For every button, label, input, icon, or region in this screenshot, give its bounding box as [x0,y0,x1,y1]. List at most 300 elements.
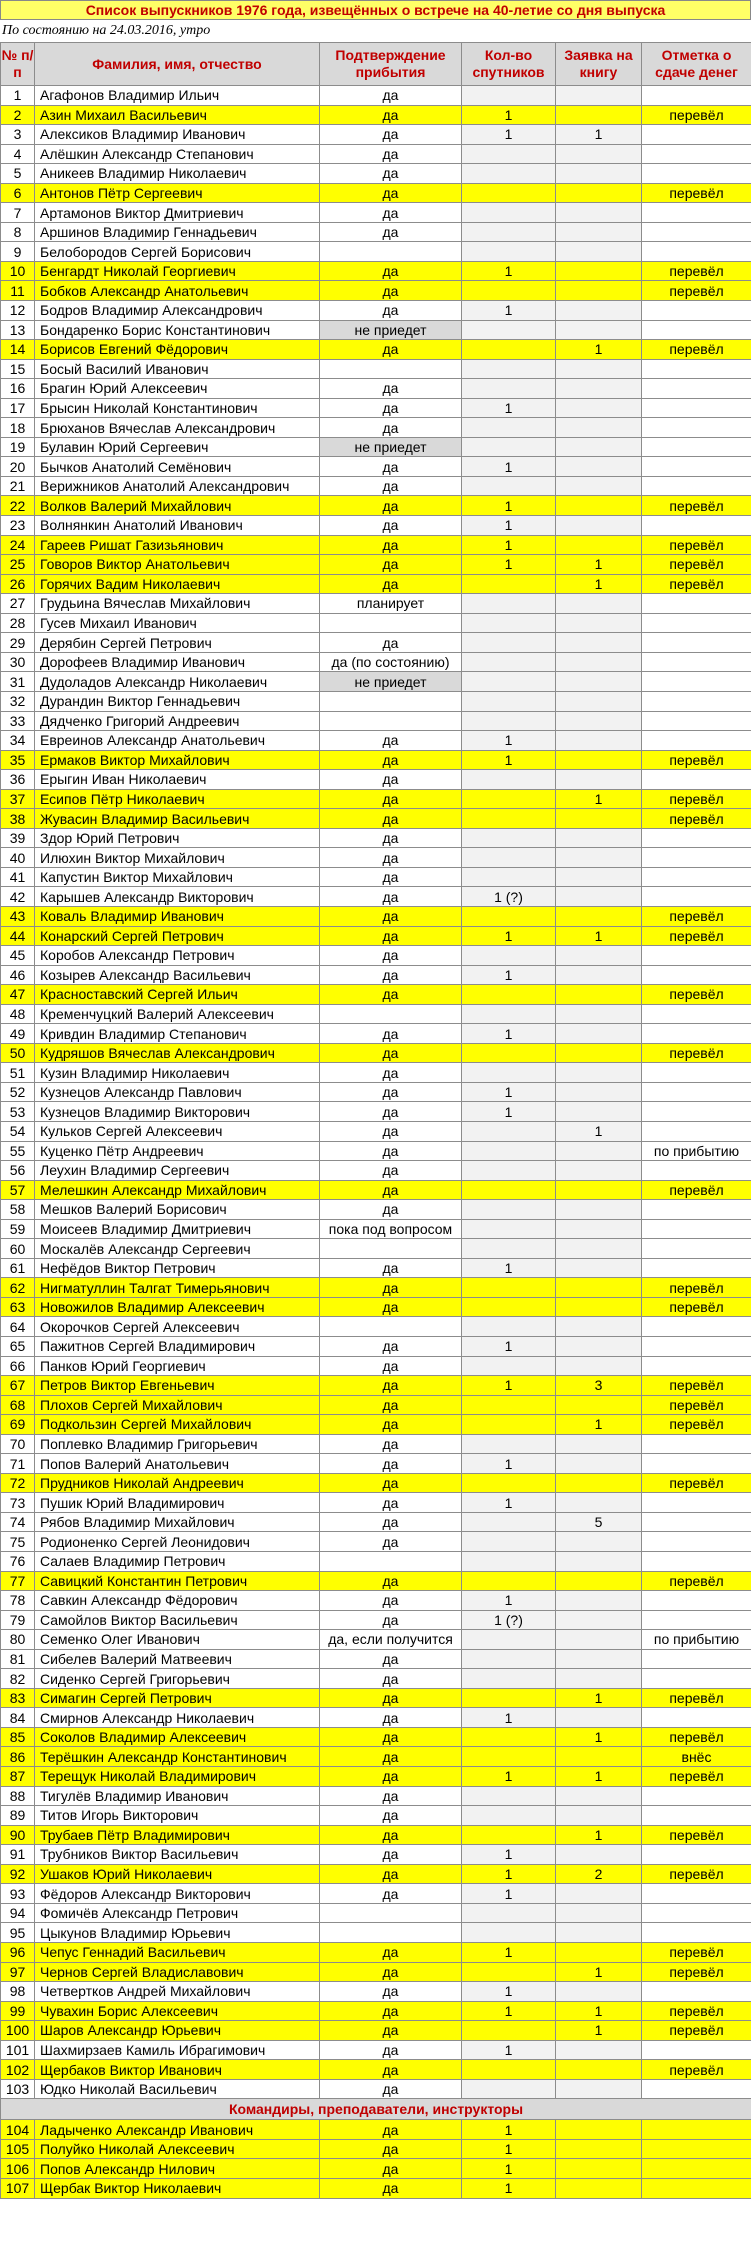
row-companions [462,828,556,848]
row-companions [462,281,556,301]
row-confirmation: да [320,1141,462,1161]
row-number: 5 [1,164,35,184]
row-book-request [556,652,642,672]
table-row [1,1337,751,1357]
row-confirmation: не приедет [320,320,462,340]
row-money-mark [642,203,751,223]
row-number: 19 [1,437,35,457]
row-money-mark [642,418,751,438]
table-row [1,1591,751,1611]
table-row [1,2139,751,2159]
row-money-mark [642,1493,751,1513]
col-header-money: Отметка о сдаче денег [642,43,751,86]
row-book-request [556,887,642,907]
row-confirmation: да [320,105,462,125]
table-row [1,1552,751,1572]
row-name: Агафонов Владимир Ильич [35,86,320,106]
row-book-request [556,1200,642,1220]
row-money-mark [642,2079,751,2099]
row-money-mark [642,1024,751,1044]
row-confirmation [320,359,462,379]
table-row [1,2040,751,2060]
row-companions [462,789,556,809]
row-book-request [556,242,642,262]
row-name: Белобородов Сергей Борисович [35,242,320,262]
row-money-mark [642,164,751,184]
row-companions [462,2021,556,2041]
row-name: Артамонов Виктор Дмитриевич [35,203,320,223]
row-book-request [556,691,642,711]
row-book-request: 1 [556,1415,642,1435]
row-money-mark [642,1591,751,1611]
row-number: 70 [1,1434,35,1454]
row-confirmation: да [320,86,462,106]
table-row [1,672,751,692]
row-book-request [556,1004,642,1024]
row-money-mark: перевёл [642,183,751,203]
row-companions [462,379,556,399]
table-row [1,613,751,633]
row-number: 25 [1,555,35,575]
table-row [1,1180,751,1200]
row-name: Карышев Александр Викторович [35,887,320,907]
row-name: Терёшкин Александр Константинович [35,1747,320,1767]
row-confirmation: да [320,1708,462,1728]
section-title: Командиры, преподаватели, инструкторы [1,2099,751,2120]
row-confirmation: да [320,1024,462,1044]
row-number: 20 [1,457,35,477]
row-number: 46 [1,965,35,985]
row-name: Кременчуцкий Валерий Алексеевич [35,1004,320,1024]
row-confirmation: да [320,2001,462,2021]
row-book-request [556,398,642,418]
row-name: Москалёв Александр Сергеевич [35,1239,320,1259]
row-money-mark: перевёл [642,1962,751,1982]
row-book-request: 1 [556,1962,642,1982]
row-confirmation: да [320,1727,462,1747]
row-number: 99 [1,2001,35,2021]
row-name: Аникеев Владимир Николаевич [35,164,320,184]
row-companions [462,672,556,692]
row-confirmation: да [320,1161,462,1181]
row-name: Савицкий Константин Петрович [35,1571,320,1591]
row-name: Самойлов Виктор Васильевич [35,1610,320,1630]
row-money-mark: перевёл [642,1727,751,1747]
row-name: Кузин Владимир Николаевич [35,1063,320,1083]
row-number: 56 [1,1161,35,1181]
row-name: Кузнецов Александр Павлович [35,1082,320,1102]
row-number: 43 [1,906,35,926]
row-book-request [556,1571,642,1591]
row-number: 41 [1,867,35,887]
row-companions [462,906,556,926]
row-companions: 1 [462,2139,556,2159]
row-companions [462,1200,556,1220]
row-confirmation: да [320,301,462,321]
row-companions [462,1923,556,1943]
table-row [1,1962,751,1982]
row-money-mark [642,2139,751,2159]
row-number: 96 [1,1942,35,1962]
row-name: Ушаков Юрий Николаевич [35,1864,320,1884]
row-confirmation: да [320,1258,462,1278]
row-money-mark [642,379,751,399]
row-money-mark [642,320,751,340]
row-companions [462,144,556,164]
row-companions: 1 [462,261,556,281]
row-confirmation: да [320,1356,462,1376]
row-companions [462,1180,556,1200]
row-money-mark: перевёл [642,1825,751,1845]
row-book-request [556,2120,642,2140]
table-row [1,203,751,223]
table-row [1,1141,751,1161]
row-number: 68 [1,1395,35,1415]
row-money-mark: перевёл [642,281,751,301]
table-row [1,535,751,555]
row-companions [462,574,556,594]
row-book-request: 2 [556,1864,642,1884]
row-companions [462,848,556,868]
row-money-mark: перевёл [642,1942,751,1962]
row-money-mark [642,1082,751,1102]
row-companions: 1 [462,1102,556,1122]
row-book-request [556,672,642,692]
table-row [1,887,751,907]
row-book-request [556,86,642,106]
table-row [1,496,751,516]
row-companions: 1 [462,1082,556,1102]
row-name: Ерыгин Иван Николаевич [35,770,320,790]
row-name: Мешков Валерий Борисович [35,1200,320,1220]
row-companions: 1 [462,555,556,575]
row-name: Сибелев Валерий Матвеевич [35,1649,320,1669]
table-row [1,867,751,887]
row-book-request [556,1591,642,1611]
row-name: Капустин Виктор Михайлович [35,867,320,887]
row-name: Трубаев Пётр Владимирович [35,1825,320,1845]
row-confirmation: да [320,1473,462,1493]
row-name: Попов Александр Нилович [35,2159,320,2179]
row-confirmation: да [320,1688,462,1708]
row-companions: 1 [462,1767,556,1787]
row-money-mark: перевёл [642,1864,751,1884]
table-row [1,1806,751,1826]
table-row [1,1082,751,1102]
row-companions [462,1825,556,1845]
row-confirmation: да [320,809,462,829]
row-money-mark [642,1356,751,1376]
row-number: 107 [1,2178,35,2198]
table-row [1,144,751,164]
row-companions: 1 [462,398,556,418]
row-book-request [556,1473,642,1493]
row-name: Кудряшов Вячеслав Александрович [35,1043,320,1063]
row-book-request [556,633,642,653]
row-companions: 1 [462,516,556,536]
row-money-mark [642,1708,751,1728]
row-book-request: 3 [556,1376,642,1396]
row-number: 60 [1,1239,35,1259]
row-name: Брюханов Вячеслав Александрович [35,418,320,438]
row-book-request [556,1434,642,1454]
row-number: 61 [1,1258,35,1278]
row-name: Бенгардт Николай Георгиевич [35,261,320,281]
row-name: Алексиков Владимир Иванович [35,125,320,145]
table-row [1,770,751,790]
row-confirmation: да [320,281,462,301]
table-row [1,809,751,829]
row-confirmation [320,1552,462,1572]
row-money-mark [642,1982,751,2002]
row-money-mark [642,1004,751,1024]
row-book-request [556,261,642,281]
row-money-mark [642,1845,751,1865]
row-companions [462,1415,556,1435]
row-money-mark [642,1434,751,1454]
row-money-mark: перевёл [642,789,751,809]
row-name: Плохов Сергей Михайлович [35,1395,320,1415]
table-row [1,1024,751,1044]
row-book-request [556,222,642,242]
row-money-mark [642,848,751,868]
row-companions [462,164,556,184]
row-confirmation: да [320,1962,462,1982]
row-confirmation: да [320,1825,462,1845]
row-book-request [556,476,642,496]
row-name: Подкользин Сергей Михайлович [35,1415,320,1435]
row-confirmation: да [320,398,462,418]
row-book-request [556,1337,642,1357]
table-row [1,1903,751,1923]
row-name: Антонов Пётр Сергеевич [35,183,320,203]
row-number: 33 [1,711,35,731]
row-book-request [556,1082,642,1102]
row-number: 53 [1,1102,35,1122]
row-name: Здор Юрий Петрович [35,828,320,848]
row-confirmation: да [320,2139,462,2159]
row-name: Кузнецов Владимир Викторович [35,1102,320,1122]
row-number: 3 [1,125,35,145]
row-confirmation: да [320,2159,462,2179]
row-money-mark [642,2120,751,2140]
row-money-mark [642,1649,751,1669]
row-companions [462,1649,556,1669]
row-book-request [556,1532,642,1552]
row-number: 95 [1,1923,35,1943]
row-number: 48 [1,1004,35,1024]
row-confirmation: да [320,2178,462,2198]
row-name: Брагин Юрий Алексеевич [35,379,320,399]
row-companions [462,633,556,653]
row-money-mark [642,613,751,633]
row-name: Мелешкин Александр Михайлович [35,1180,320,1200]
row-number: 44 [1,926,35,946]
table-row [1,398,751,418]
row-name: Грудьина Вячеслав Михайлович [35,594,320,614]
table-row [1,1669,751,1689]
table-row [1,1297,751,1317]
row-money-mark [642,359,751,379]
row-number: 100 [1,2021,35,2041]
row-number: 9 [1,242,35,262]
row-name: Савкин Александр Фёдорович [35,1591,320,1611]
row-book-request [556,750,642,770]
row-money-mark [642,731,751,751]
row-companions: 1 [462,2159,556,2179]
row-name: Дерябин Сергей Петрович [35,633,320,653]
row-name: Конарский Сергей Петрович [35,926,320,946]
table-row [1,281,751,301]
table-row [1,1219,751,1239]
row-companions [462,867,556,887]
row-confirmation: да [320,476,462,496]
row-name: Бондаренко Борис Константинович [35,320,320,340]
table-row [1,2021,751,2041]
row-money-mark [642,1610,751,1630]
row-money-mark [642,1239,751,1259]
section-row [1,2099,751,2120]
row-name: Булавин Юрий Сергеевич [35,437,320,457]
row-confirmation: да [320,828,462,848]
row-companions [462,1317,556,1337]
row-confirmation: да [320,731,462,751]
row-money-mark: перевёл [642,1688,751,1708]
row-number: 71 [1,1454,35,1474]
row-companions [462,1552,556,1572]
row-name: Куценко Пётр Андреевич [35,1141,320,1161]
row-confirmation: не приедет [320,437,462,457]
row-book-request [556,2159,642,2179]
row-money-mark: внёс [642,1747,751,1767]
table-row [1,1630,751,1650]
row-companions [462,711,556,731]
row-book-request: 1 [556,2021,642,2041]
row-name: Гареев Ришат Газизьянович [35,535,320,555]
row-book-request [556,457,642,477]
row-name: Шахмирзаев Камиль Ибрагимович [35,2040,320,2060]
row-companions: 1 [462,1708,556,1728]
row-confirmation: да [320,1982,462,2002]
row-confirmation: да [320,203,462,223]
table-row [1,1102,751,1122]
row-confirmation: да [320,379,462,399]
table-body [1,86,751,2199]
row-number: 18 [1,418,35,438]
row-money-mark [642,711,751,731]
row-number: 55 [1,1141,35,1161]
table-row [1,261,751,281]
row-book-request [556,1454,642,1474]
row-confirmation: да [320,887,462,907]
row-confirmation: да [320,1395,462,1415]
row-number: 2 [1,105,35,125]
row-name: Сиденко Сергей Григорьевич [35,1669,320,1689]
row-book-request [556,1141,642,1161]
row-confirmation: да [320,496,462,516]
row-number: 13 [1,320,35,340]
row-companions [462,242,556,262]
row-money-mark [642,965,751,985]
row-number: 101 [1,2040,35,2060]
table-row [1,301,751,321]
row-name: Борисов Евгений Фёдорович [35,340,320,360]
row-book-request [556,906,642,926]
row-money-mark [642,1200,751,1220]
row-money-mark [642,437,751,457]
table-row [1,1708,751,1728]
row-name: Бобков Александр Анатольевич [35,281,320,301]
row-confirmation: да [320,926,462,946]
table-row [1,516,751,536]
row-money-mark [642,1258,751,1278]
row-companions [462,1121,556,1141]
row-number: 74 [1,1512,35,1532]
row-confirmation: да [320,144,462,164]
row-book-request [556,1610,642,1630]
row-confirmation: да [320,222,462,242]
row-confirmation: да [320,1669,462,1689]
row-book-request [556,1278,642,1298]
row-number: 104 [1,2120,35,2140]
row-book-request [556,1161,642,1181]
row-book-request [556,164,642,184]
row-money-mark [642,476,751,496]
row-money-mark: перевёл [642,1180,751,1200]
table-row [1,1512,751,1532]
table-row [1,1786,751,1806]
row-number: 21 [1,476,35,496]
row-book-request [556,946,642,966]
row-companions [462,1903,556,1923]
row-companions [462,770,556,790]
row-book-request [556,828,642,848]
document-title: Список выпускников 1976 года, извещённых о встрече на 40-летие со дня выпуска [0,0,751,20]
row-number: 51 [1,1063,35,1083]
row-money-mark [642,125,751,145]
row-money-mark: перевёл [642,574,751,594]
row-confirmation [320,1317,462,1337]
row-number: 90 [1,1825,35,1845]
row-number: 58 [1,1200,35,1220]
row-companions: 1 (?) [462,887,556,907]
table-row [1,1063,751,1083]
row-name: Юдко Николай Васильевич [35,2079,320,2099]
row-confirmation: да, если получится [320,1630,462,1650]
row-name: Терещук Николай Владимирович [35,1767,320,1787]
row-book-request [556,496,642,516]
row-companions [462,1669,556,1689]
table-row [1,1317,751,1337]
row-name: Аршинов Владимир Геннадьевич [35,222,320,242]
row-money-mark: перевёл [642,1297,751,1317]
row-money-mark [642,1786,751,1806]
row-companions [462,1043,556,1063]
row-name: Бодров Владимир Александрович [35,301,320,321]
row-companions [462,691,556,711]
row-book-request [556,965,642,985]
table-row [1,1688,751,1708]
row-confirmation: пока под вопросом [320,1219,462,1239]
row-number: 72 [1,1473,35,1493]
row-confirmation: да [320,2040,462,2060]
row-companions: 1 [462,496,556,516]
table-row [1,1043,751,1063]
row-book-request [556,1395,642,1415]
row-confirmation [320,691,462,711]
row-name: Есипов Пётр Николаевич [35,789,320,809]
row-number: 4 [1,144,35,164]
